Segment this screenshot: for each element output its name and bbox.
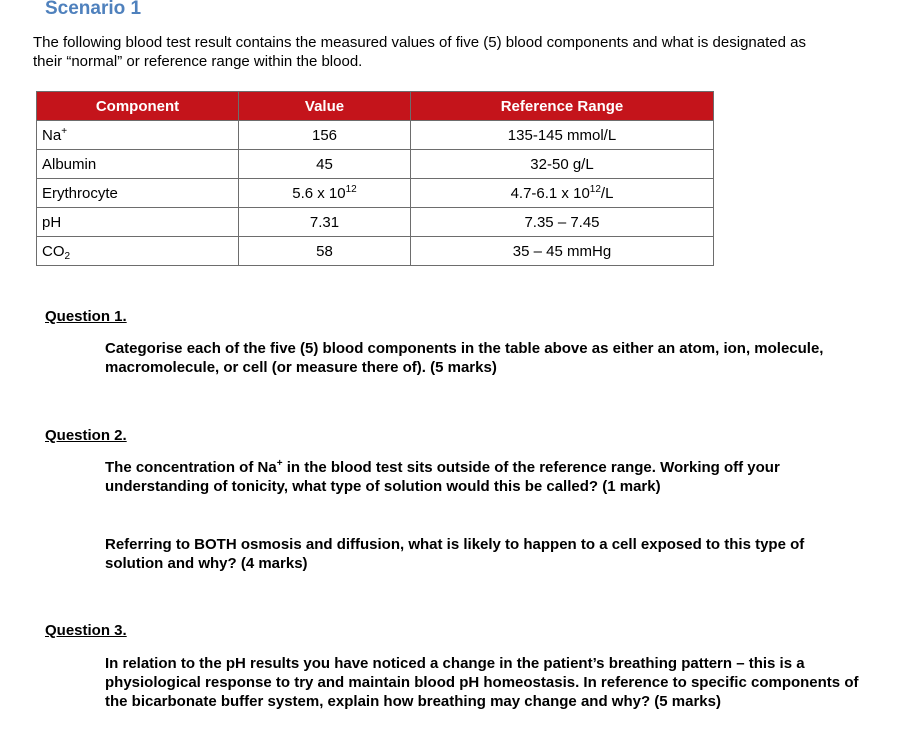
- cell-reference-range: 35 – 45 mmHg: [411, 237, 714, 266]
- cell-component: Albumin: [37, 150, 239, 179]
- question-3-title: Question 3.: [45, 622, 127, 639]
- header-value: Value: [239, 92, 411, 121]
- table-row: [37, 121, 714, 150]
- cell-value: 58: [239, 237, 411, 266]
- question-2-text-b: Referring to BOTH osmosis and diffusion, what is likely to happen to a cell exposed to this type of solution and why? (4 marks): [105, 536, 805, 572]
- scenario-heading: Scenario 1: [45, 0, 142, 19]
- blood-test-table: [36, 91, 714, 266]
- table-row: [37, 208, 714, 237]
- table-row: [37, 150, 714, 179]
- cell-component: $CO_2$: [37, 237, 239, 266]
- table-row: [37, 237, 714, 266]
- table-header-row: [37, 92, 714, 121]
- cell-value: 5.6 x $10^{12}$: [239, 179, 411, 208]
- question-1-text: Categorise each of the five (5) blood components in the table above as either an atom, ion, molecule, macromolecule, or cell (or measure there of). (5 marks): [105, 340, 824, 376]
- header-reference-range: Reference Range: [411, 92, 714, 121]
- cell-value: 156: [239, 121, 411, 150]
- question-3-text: In relation to the pH results you have noticed a change in the patient’s breathing pattern – this is a physiological response to try and maintain blood pH homeostasis. In reference to specific components of the bicarbonate buffer system, explain how breathing may change and why? (5 marks): [105, 655, 859, 710]
- cell-value: 7.31: [239, 208, 411, 237]
- cell-reference-range: 135-145 mmol/L: [411, 121, 714, 150]
- cell-value: 45: [239, 150, 411, 179]
- question-1-title: Question 1.: [45, 308, 127, 325]
- table-row: [37, 179, 714, 208]
- cell-component: Na+: [37, 121, 239, 150]
- cell-reference-range: 32-50 g/L: [411, 150, 714, 179]
- question-2-text-a: The concentration of Na+ in the blood test sits outside of the reference range. Working off your understanding of tonicity, what type of solution would this be called? (1 mark): [105, 458, 780, 495]
- intro-paragraph: The following blood test result contains the measured values of five (5) blood components and what is designated as their “normal” or reference range within the blood.: [33, 34, 806, 70]
- cell-reference-range: 7.35 – 7.45: [411, 208, 714, 237]
- cell-reference-range: 4.7-6.1 x $10^{12}/L$: [411, 179, 714, 208]
- cell-component: pH: [37, 208, 239, 237]
- question-2-title: Question 2.: [45, 427, 127, 444]
- header-component: Component: [37, 92, 239, 121]
- cell-component: Erythrocyte: [37, 179, 239, 208]
